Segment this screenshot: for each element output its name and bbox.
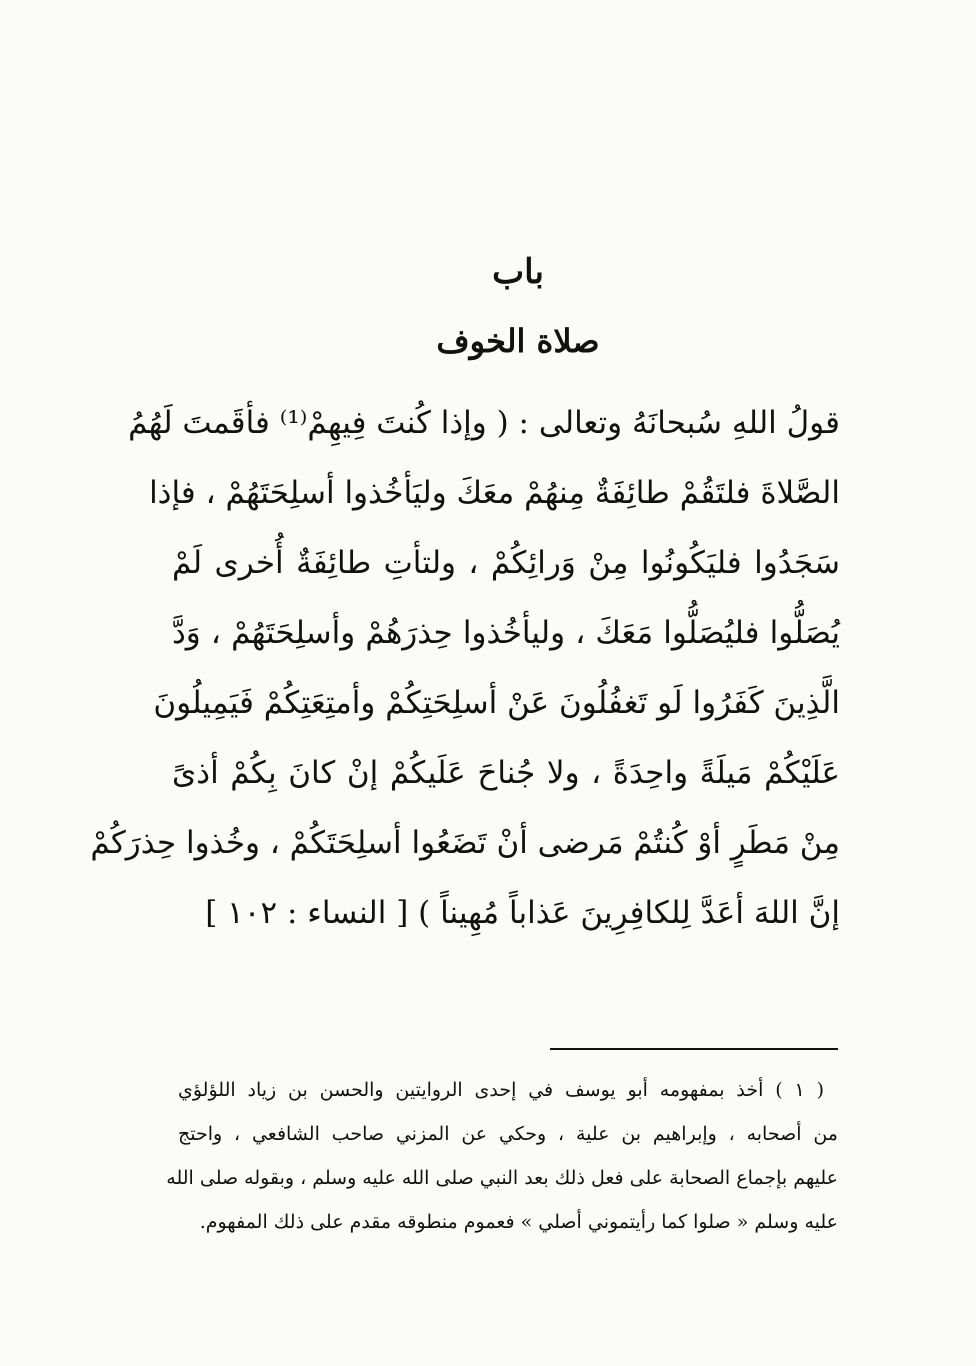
footnote-line: عليهم بإجماع الصحابة على فعل ذلك بعد النبي صلى الله عليه وسلم ، وبقوله صلى الله <box>166 1167 838 1189</box>
text-line: قولُ اللهِ سُبحانَهُ وتعالى : ( وإذا كُنتَ فِيهِمْ⁽¹⁾ فأقَمتَ لَهُمُ <box>128 405 840 441</box>
text-line: الصَّلاةَ فلتَقُمْ طائِفَةٌ مِنهُمْ معَكَ وليَأخُذوا أسلِحَتَهُمْ ، فإذا <box>149 475 840 511</box>
footnote-divider <box>550 1048 838 1050</box>
chapter-label: باب <box>492 252 544 292</box>
footnote-line: من أصحابه ، وإبراهيم بن علية ، وحكي عن المزني صاحب الشافعي ، واحتج <box>178 1123 838 1145</box>
text-line: سَجَدُوا فليَكُونُوا مِنْ وَرائِكُمْ ، ولتأتِ طائِفَةٌ أُخرى لَمْ <box>172 545 840 581</box>
footnote <box>166 1068 838 1244</box>
text-line: الَّذِينَ كَفَرُوا لَو تَغفُلُونَ عَنْ أسلِحَتِكُمْ وأمتِعَتِكُمْ فَيَمِيلُونَ <box>153 685 840 721</box>
text-line: إنَّ اللهَ أعَدَّ لِلكافِرِينَ عَذاباً مُهِيناً ) [ النساء : ١٠٢ ] <box>205 895 840 931</box>
chapter-title: صلاة الخوف <box>436 322 600 360</box>
footnote-line: ( ١ ) أخذ بمفهومه أبو يوسف في إحدى الروايتين والحسن بن زياد اللؤلؤي <box>178 1079 825 1101</box>
text-line: يُصَلُّوا فليُصَلُّوا مَعَكَ ، وليأخُذوا حِذرَهُمْ وأسلِحَتَهُمْ ، وَدَّ <box>172 615 840 651</box>
text-line: عَلَيْكُمْ مَيلَةً واحِدَةً ، ولا جُناحَ عَلَيكُمْ إنْ كانَ بِكُمْ أذىً <box>172 755 840 791</box>
text-line: مِنْ مَطَرٍ أوْ كُنتُمْ مَرضى أنْ تَضَعُوا أسلِحَتَكُمْ ، وخُذوا حِذرَكُمْ <box>90 825 840 861</box>
main-text <box>90 388 840 948</box>
footnote-line: عليه وسلم « صلوا كما رأيتموني أصلي » فعموم منطوقه مقدم على ذلك المفهوم. <box>199 1211 838 1233</box>
